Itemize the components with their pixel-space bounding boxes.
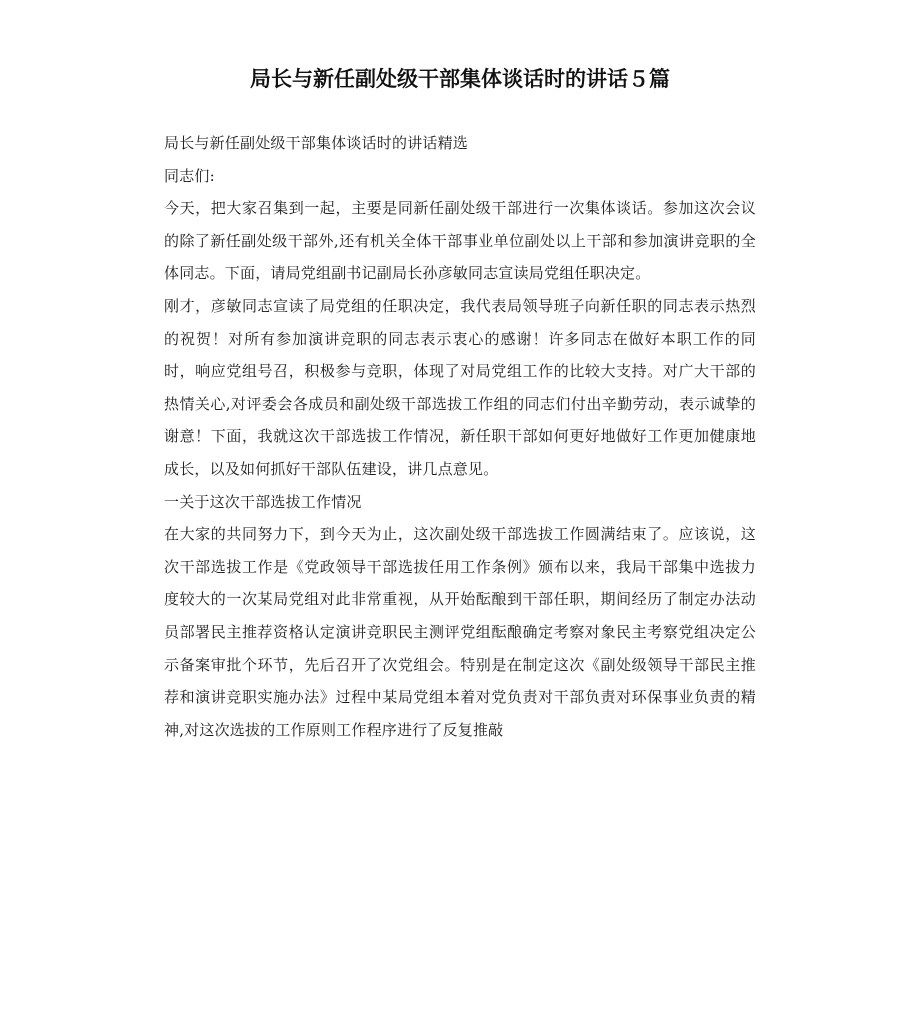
subtitle-paragraph: 局长与新任副处级干部集体谈话时的讲话精选 [164, 134, 469, 152]
document-body [164, 127, 756, 746]
body-paragraph: 在大家的共同努力下，到今天为止，这次副处级干部选拔工作圆满结束了。应该说，这次干部选拔工作是《党政领导干部选拔任用工作条例》颁布以来，我局干部集中选拔力度较大的一次某局党组对此非常重视，从开始酝酿到干部任职，期间经历了制定办法动员部署民主推荐资格认定演讲竞职民主测评党组酝酿确定考察对象民主考察党组决定公示备案审批个环节，先后召开了次党组会。特别是在制定这次《副处级领导干部民主推荐和演讲竞职实施办法》过程中某局党组本着对党负责对干部负责对环保事业负责的精神,对这次选拔的工作原则工作程序进行了反复推敲 [164, 525, 756, 739]
section-heading: 一关于这次干部选拔工作情况 [164, 492, 362, 511]
body-paragraph: 今天，把大家召集到一起，主要是同新任副处级干部进行一次集体谈话。参加这次会议的除了新任副处级干部外,还有机关全体干部事业单位副处以上干部和参加演讲竞职的全体同志。下面，请局党组副书记副局长孙彦敏同志宣读局党组任职决定。 [164, 199, 756, 283]
body-paragraph: 刚才，彦敏同志宣读了局党组的任职决定，我代表局领导班子向新任职的同志表示热烈的祝贺！对所有参加演讲竞职的同志表示衷心的感谢！许多同志在做好本职工作的同时，响应党组号召，积极参与竞职，体现了对局党组工作的比较大支持。对广大干部的热情关心,对评委会各成员和副处级干部选拔工作组的同志们付出辛勤劳动，表示诚挚的谢意！下面，我就这次干部选拔工作情况，新任职干部如何更好地做好工作更加健康地成长，以及如何抓好干部队伍建设，讲几点意见。 [164, 296, 756, 478]
document-title: 局长与新任副处级干部集体谈话时的讲话５篇 [250, 67, 670, 91]
salutation-paragraph: 同志们: [164, 166, 215, 185]
